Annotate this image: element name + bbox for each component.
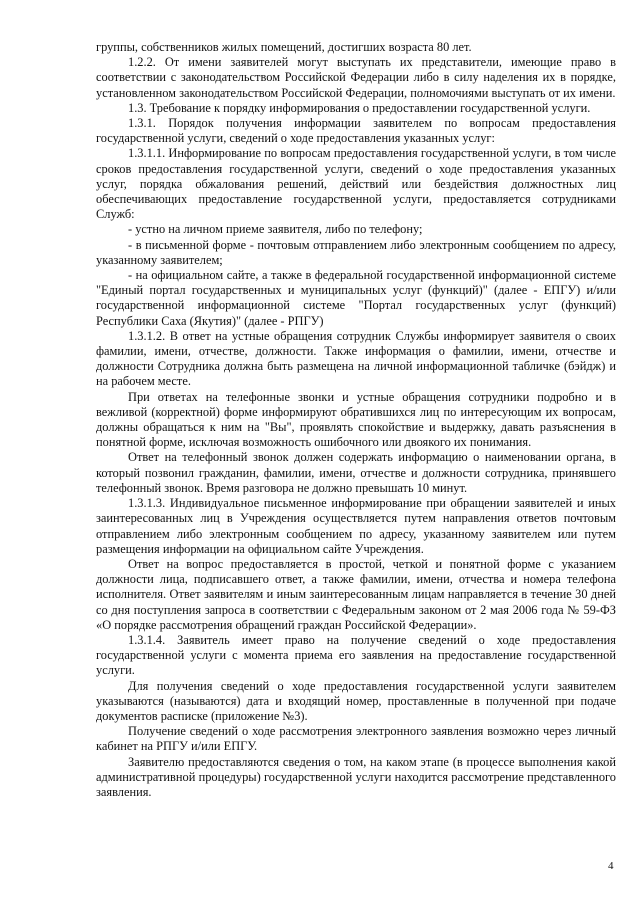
list-item: - на официальном сайте, а также в федеральной государственной информационной системе "Единый портал государственных и муниципальных услуг (функций)" (далее - ЕПГУ) и/или государственной информационной системе "Портал государственных услуг (функций) Республики Саха (Якутия)" (далее - РПГУ) (96, 268, 616, 328)
paragraph: 1.2.2. От имени заявителей могут выступать их представители, имеющие право в соответствии с законодательством Российской Федерации либо в силу наделения их в порядке, установленном законодательством Российской Федерации, полномочиями выступать от их имени. (96, 55, 616, 100)
paragraph: Заявителю предоставляются сведения о том, на каком этапе (в процессе выполнения какой административной процедуры) государственной услуги находится рассмотрение представленного заявления. (96, 754, 616, 799)
paragraph: 1.3.1.1. Информирование по вопросам предоставления государственной услуги, в том числе сроков предоставления государственной услуги, сведений о ходе предоставления указанных услуг, порядка обжалования решений, действий или бездействия должностных лиц обеспечивающих предоставление государственной услуги, предоставляется сотрудниками Служб: (96, 146, 616, 222)
document-body (96, 40, 616, 800)
paragraph: 1.3.1. Порядок получения информации заявителем по вопросам предоставления государственной услуги, сведений о ходе предоставления указанных услуг: (96, 116, 616, 146)
paragraph: Ответ на телефонный звонок должен содержать информацию о наименовании органа, в который позвонил гражданин, фамилии, имени, отчестве и должности сотрудника, принявшего телефонный звонок. Время разговора не должно превышать 10 минут. (96, 450, 616, 495)
paragraph: 1.3.1.4. Заявитель имеет право на получение сведений о ходе предоставления государственной услуги с момента приема его заявления на предоставление государственной услуги. (96, 632, 616, 678)
paragraph: 1.3. Требование к порядку информирования о предоставлении государственной услуги. (128, 100, 591, 115)
list-item: - устно на личном приеме заявителя, либо по телефону; (128, 222, 423, 237)
list-item: - в письменной форме - почтовым отправлением либо электронным сообщением по адресу, указанному заявителем; (96, 237, 616, 267)
paragraph: группы, собственников жилых помещений, достигших возраста 80 лет. (96, 40, 472, 54)
paragraph: Для получения сведений о ходе предоставления государственной услуги заявителем указываются (называются) дата и входящий номер, проставленные в полученной при подаче документов расписке (приложение №3). (96, 678, 616, 723)
page-number: 4 (608, 860, 614, 872)
paragraph: 1.3.1.2. В ответ на устные обращения сотрудник Службы информирует заявителя о своих фамилии, имени, отчестве, должности. Также информация о фамилии, имени, отчестве и должности Сотрудника должна быть размещена на личной информационной табличке (бэйдж) и на рабочем месте. (96, 328, 616, 389)
paragraph: При ответах на телефонные звонки и устные обращения сотрудники подробно и в вежливой (корректной) форме информируют обратившихся лиц по интересующим их вопросам, должны обращаться к ним на "Вы", проявлять спокойствие и выдержку, давать разъяснения в понятной форме, исключая возможность ошибочного или двоякого их понимания. (96, 389, 616, 450)
paragraph: Ответ на вопрос предоставляется в простой, четкой и понятной форме с указанием должности лица, подписавшего ответ, а также фамилии, имени, отчества и номера телефона исполнителя. Ответ заявителям и иным заинтересованным лицам направляется в течение 30 дней со дня поступления запроса в соответствии с Федеральным законом от 2 мая 2006 года № 59-ФЗ «О порядке рассмотрения обращений граждан Российской Федерации». (96, 556, 616, 632)
paragraph: 1.3.1.3. Индивидуальное письменное информирование при обращении заявителей и иных заинтересованных лиц в Учреждения осуществляется путем направления ответов почтовым отправлением либо электронным сообщением по адресу, указанному заявителем или путем размещения информации на официальном сайте Учреждения. (96, 496, 616, 556)
paragraph: Получение сведений о ходе рассмотрения электронного заявления возможно через личный кабинет на РПГУ и/или ЕПГУ. (96, 724, 616, 754)
